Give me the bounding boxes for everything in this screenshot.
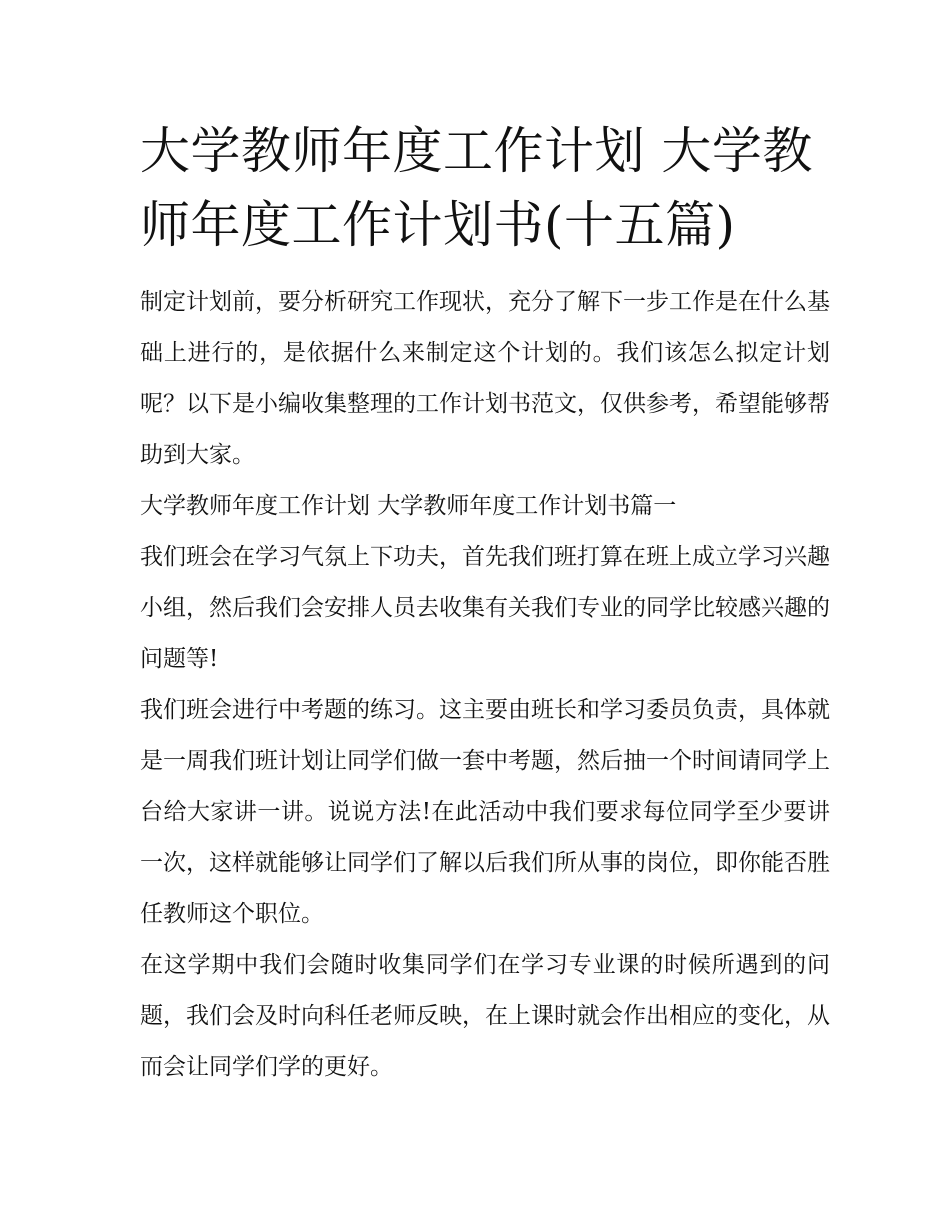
intro-paragraph: 制定计划前，要分析研究工作现状，充分了解下一步工作是在什么基础上进行的，是依据什么来制定这个计划的。我们该怎么拟定计划呢？以下是小编收集整理的工作计划书范文，仅供参考，希望能够帮助到大家。: [140, 289, 830, 468]
body-paragraph: 我们班会在学习气氛上下功夫，首先我们班打算在班上成立学习兴趣小组，然后我们会安排人员去收集有关我们专业的同学比较感兴趣的问题等!: [140, 544, 830, 672]
document-title: 大学教师年度工作计划 大学教师年度工作计划书(十五篇): [140, 122, 813, 254]
body-paragraph: 在这学期中我们会随时收集同学们在学习专业课的时候所遇到的问题，我们会及时向科任老师反映，在上课时就会作出相应的变化，从而会让同学们学的更好。: [140, 952, 830, 1080]
body-paragraph: 我们班会进行中考题的练习。这主要由班长和学习委员负责，具体就是一周我们班计划让同学们做一套中考题，然后抽一个时间请同学上台给大家讲一讲。说说方法!在此活动中我们要求每位同学至少要讲一次，这样就能够让同学们了解以后我们所从事的岗位，即你能否胜任教师这个职位。: [140, 697, 830, 927]
document-body: [140, 277, 830, 1093]
section-heading: 大学教师年度工作计划 大学教师年度工作计划书篇一: [140, 493, 677, 519]
